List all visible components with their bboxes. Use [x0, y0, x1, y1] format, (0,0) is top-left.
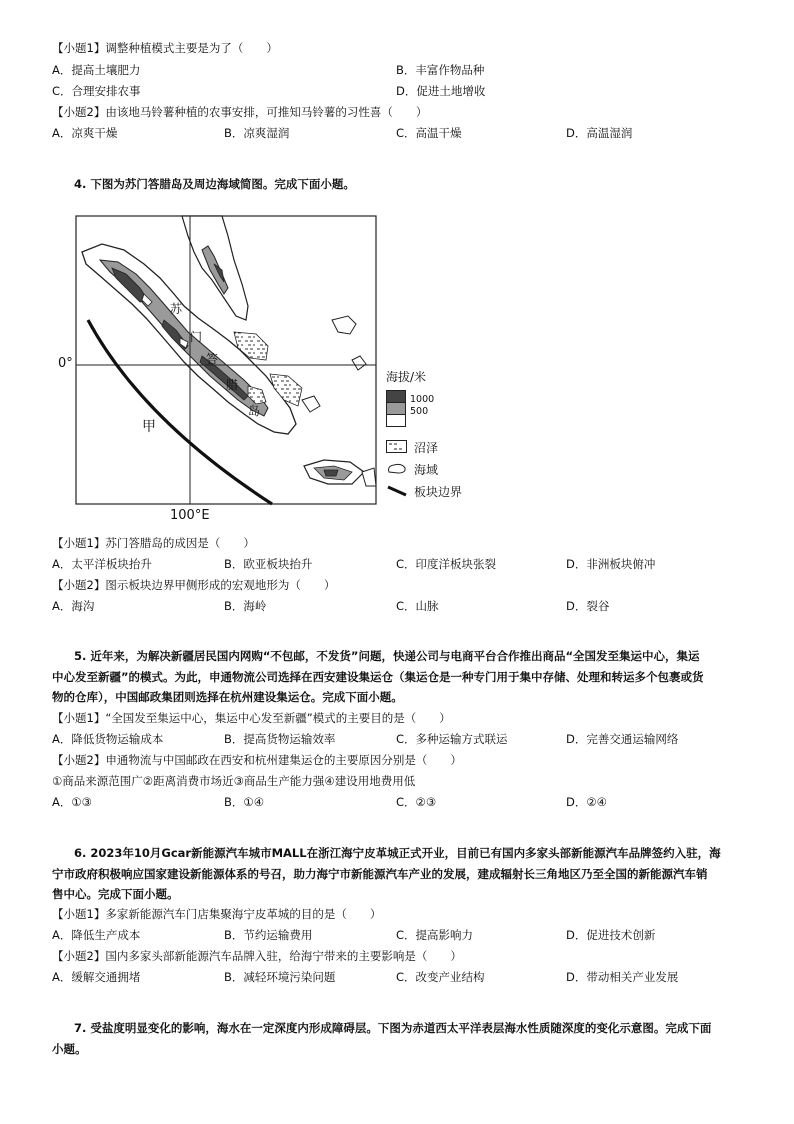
q6-sub1-option-b[interactable]: B．节约运输费用 — [224, 928, 313, 942]
q6-sub2-option-c[interactable]: C．改变产业结构 — [396, 970, 485, 984]
q5-sub2-option-a[interactable]: A．①③ — [52, 795, 92, 809]
q3-sub2-stem: 【小题2】由该地马铃薯种植的农事安排，可推知马铃薯的习性喜（ ） — [52, 105, 428, 119]
q4-sub1-option-a[interactable]: A．太平洋板块抬升 — [52, 557, 152, 571]
q4-sub1-option-b[interactable]: B．欧亚板块抬升 — [224, 557, 313, 571]
q6-sub1-option-c[interactable]: C．提高影响力 — [396, 928, 474, 942]
q6-sub1-option-a[interactable]: A．降低生产成本 — [52, 928, 141, 942]
q4-sub2-option-b[interactable]: B．海岭 — [224, 599, 267, 613]
legend-sea-icon — [386, 462, 408, 476]
q6-sub2-stem: 【小题2】国内多家头部新能源汽车品牌入驻，给海宁带来的主要影响是（ ） — [52, 949, 462, 963]
q7-heading-line-1: 7. 受盐度明显变化的影响，海水在一定深度内形成障碍层。下图为赤道西太平洋表层海水性质随深度的变化示意图。完成下面 — [74, 1021, 712, 1035]
q6-sub1-option-d[interactable]: D．促进技术创新 — [566, 928, 656, 942]
longitude-label: 100°E — [170, 508, 210, 523]
area-jia-label: 甲 — [142, 419, 156, 435]
q5-heading-line-3: 物的仓库），中国邮政集团则选择在杭州建设集运仓。完成下面小题。 — [52, 690, 403, 704]
q3-sub2-option-c[interactable]: C．高温干燥 — [396, 126, 462, 140]
q4-sub1-stem: 【小题1】苏门答腊岛的成因是（ ） — [52, 536, 255, 550]
q3-sub1-option-c[interactable]: C．合理安排农事 — [52, 84, 141, 98]
q4-sub1-option-c[interactable]: C．印度洋板块张裂 — [396, 557, 497, 571]
latitude-label: 0° — [58, 356, 73, 371]
q4-sub2-option-a[interactable]: A．海沟 — [52, 599, 95, 613]
legend-value-1000: 1000 — [410, 394, 435, 405]
q4-sub2-option-d[interactable]: D．裂谷 — [566, 599, 610, 613]
q5-heading-line-1: 5. 近年来，为解决新疆居民国内网购“不包邮，不发货”问题，快递公司与电商平台合作推出商品“全国发至集运中心，集运 — [74, 649, 700, 663]
q6-sub2-option-d[interactable]: D．带动相关产业发展 — [566, 970, 679, 984]
q5-sub2-option-b[interactable]: B．①④ — [224, 795, 265, 809]
q5-sub2-option-d[interactable]: D．②④ — [566, 795, 607, 809]
q7-heading-line-2: 小题。 — [52, 1041, 87, 1056]
legend-boundary-icon — [386, 484, 408, 498]
q5-sub2-stem: 【小题2】申通物流与中国邮政在西安和杭州建集运仓的主要原因分别是（ ） — [52, 753, 462, 767]
legend-sea-label: 海域 — [414, 463, 439, 477]
q6-heading-line-3: 售中心。完成下面小题。 — [52, 887, 179, 901]
legend-value-500: 500 — [410, 406, 429, 417]
legend-swamp-icon — [386, 440, 408, 454]
sumatra-map — [52, 210, 482, 530]
q5-sub1-option-a[interactable]: A．降低货物运输成本 — [52, 732, 164, 746]
legend-swatch-low — [386, 414, 406, 427]
q7-heading — [52, 1018, 742, 1059]
q3-sub1-stem: 【小题1】调整种植模式主要是为了（ ） — [52, 41, 278, 55]
q6-sub1-stem: 【小题1】多家新能源汽车门店集聚海宁皮革城的目的是（ ） — [52, 907, 382, 921]
q4-sub2-option-c[interactable]: C．山脉 — [396, 599, 439, 613]
q5-sub2-items: ①商品来源范围广②距离消费市场近③商品生产能力强④建设用地费用低 — [52, 774, 416, 788]
q3-sub2-option-a[interactable]: A．凉爽干燥 — [52, 126, 118, 140]
q4-heading: 4. 下图为苏门答腊岛及周边海域简图。完成下面小题。 — [74, 177, 355, 191]
q5-sub1-stem: 【小题1】“全国发至集运中心，集运中心发至新疆”模式的主要目的是（ ） — [52, 711, 451, 725]
island-char-la: 腊 — [226, 378, 239, 392]
q5-heading-line-2: 中心发至新疆”的模式。为此，申通物流公司选择在西安建设集运仓（集运仓是一种专门用于集中存储、处理和转运多个包裹或货 — [52, 669, 704, 684]
q5-sub1-option-b[interactable]: B．提高货物运输效率 — [224, 732, 336, 746]
map-legend — [386, 368, 482, 508]
q4-sub1-option-d[interactable]: D．非洲板块俯冲 — [566, 557, 656, 571]
island-char-dao: 岛 — [248, 404, 261, 418]
q5-sub2-option-c[interactable]: C．②③ — [396, 795, 437, 809]
q6-heading-line-1: 6. 2023年10月Gcar新能源汽车城市MALL在浙江海宁皮革城正式开业，目前已有国内多家头部新能源汽车品牌签约入驻，海 — [74, 846, 721, 860]
q6-sub2-option-b[interactable]: B．减轻环境污染问题 — [224, 970, 336, 984]
q6-heading — [52, 843, 742, 905]
q3-sub1-option-a[interactable]: A．提高土壤肥力 — [52, 63, 141, 77]
island-char-men: 门 — [190, 330, 203, 344]
q6-heading-line-2: 宁市政府积极响应国家建设新能源体系的号召，助力海宁市新能源汽车产业的发展，建成辐射长三角地区乃至全国的新能源汽车销 — [52, 866, 708, 881]
q3-sub2-option-d[interactable]: D．高温湿润 — [566, 126, 633, 140]
q3-sub1-option-d[interactable]: D．促进土地增收 — [396, 84, 486, 98]
q3-sub2-option-b[interactable]: B．凉爽湿润 — [224, 126, 290, 140]
q5-sub1-option-c[interactable]: C．多种运输方式联运 — [396, 732, 508, 746]
q4-sub2-stem: 【小题2】图示板块边界甲侧形成的宏观地形为（ ） — [52, 578, 336, 592]
island-char-su: 苏 — [170, 302, 183, 316]
q5-sub1-option-d[interactable]: D．完善交通运输网络 — [566, 732, 679, 746]
island-char-da: 答 — [206, 352, 219, 366]
q5-heading — [52, 646, 742, 708]
legend-boundary-label: 板块边界 — [414, 485, 463, 499]
legend-swamp-label: 沼泽 — [414, 441, 439, 455]
q3-sub1-option-b[interactable]: B．丰富作物品种 — [396, 63, 485, 77]
q6-sub2-option-a[interactable]: A．缓解交通拥堵 — [52, 970, 141, 984]
legend-title: 海拔/米 — [386, 370, 427, 384]
